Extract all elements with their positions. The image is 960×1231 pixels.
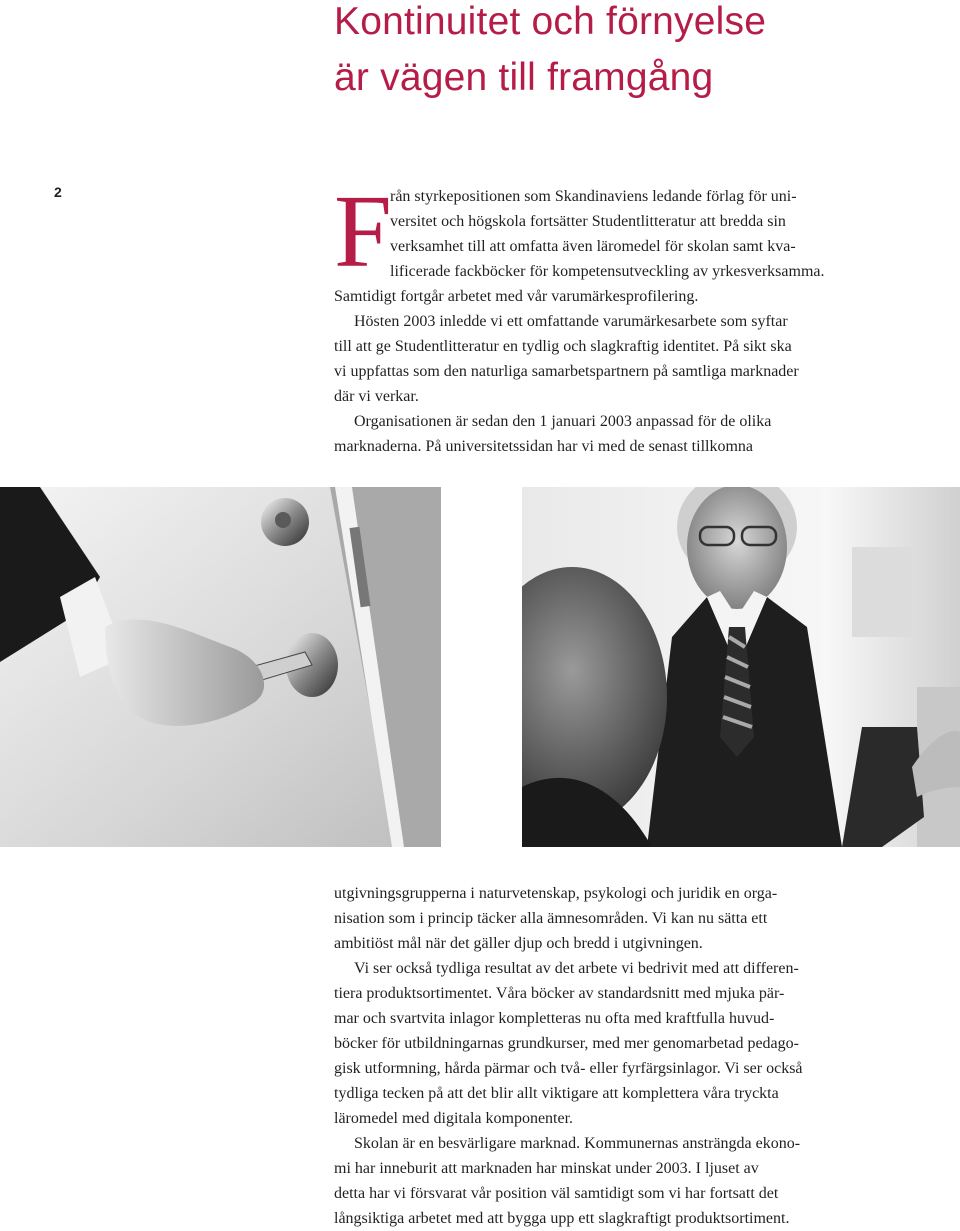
article-part-1-line: vi uppfattas som den naturliga samarbetspartnern på samtliga marknader [334,363,799,380]
article-part-1-line: Samtidigt fortgår arbetet med vår varumärkesprofilering. [334,288,699,305]
article-part-2-line: utgivningsgrupperna i naturvetenskap, psykologi och juridik en orga- [334,885,778,902]
article-part-1-line: där vi verkar. [334,388,419,405]
article-part-1-line: lificerade fackböcker för kompetensutveckling av yrkesverksamma. [390,263,825,280]
article-text-part-2 [334,881,894,1231]
article-part-2-line: läromedel med digitala komponenter. [334,1110,574,1127]
article-part-2-line: detta har vi försvarat vår position väl samtidigt som vi har fortsatt det [334,1185,779,1202]
article-part-2-line: Vi ser också tydliga resultat av det arbete vi bedrivit med att differen- [354,960,799,977]
article-part-1-line: verksamhet till att omfatta även läromedel för skolan samt kva- [390,238,796,255]
article-part-2-line: tiera produktsortimentet. Våra böcker av standardsnitt med mjuka pär- [334,985,785,1002]
article-text-part-1 [334,184,894,459]
article-part-1-line: Organisationen är sedan den 1 januari 2003 anpassad för de olika [354,413,772,430]
article-part-1-line: till att ge Studentlitteratur en tydlig och slagkraftig identitet. På sikt ska [334,338,792,355]
article-part-2-line: gisk utformning, hårda pärmar och två- eller fyrfärgsinlagor. Vi ser också [334,1060,803,1077]
article-part-2-line: mi har inneburit att marknaden har minskat under 2003. I ljuset av [334,1160,759,1177]
article-part-1-line: rån styrkepositionen som Skandinaviens ledande förlag för uni- [390,188,797,205]
page-title [334,0,954,106]
article-part-1-line: versitet och högskola fortsätter Studentlitteratur att bredda sin [390,213,786,230]
article-part-2-line: långsiktiga arbetet med att bygga upp ett slagkraftigt produktsortiment. [334,1210,790,1227]
article-part-2-line: tydliga tecken på att det blir allt viktigare att komplettera våra tryckta [334,1085,779,1102]
door-handle-photo [0,487,441,847]
article-part-2-line: ambitiöst mål när det gäller djup och bredd i utgivningen. [334,935,703,952]
article-part-1-line: marknaderna. På universitetssidan har vi med de senast tillkomna [334,438,753,455]
businessman-photo [522,487,960,847]
article-part-1-line: Hösten 2003 inledde vi ett omfattande varumärkesarbete som syftar [354,313,788,330]
article-part-2-line: mar och svartvita inlagor kompletteras nu ofta med kraftfulla huvud- [334,1010,775,1027]
article-part-2-line: nisation som i princip täcker alla ämnesområden. Vi kan nu sätta ett [334,910,768,927]
article-part-2-line: böcker för utbildningarnas grundkurser, med mer genomarbetad pedago- [334,1035,799,1052]
drop-cap: F [334,174,392,289]
page-title-line-2: är vägen till framgång [334,56,714,99]
page-number: 2 [54,184,62,200]
article-part-2-line: Skolan är en besvärligare marknad. Kommunernas ansträngda ekono- [354,1135,801,1152]
page-title-line-1: Kontinuitet och förnyelse [334,0,767,43]
